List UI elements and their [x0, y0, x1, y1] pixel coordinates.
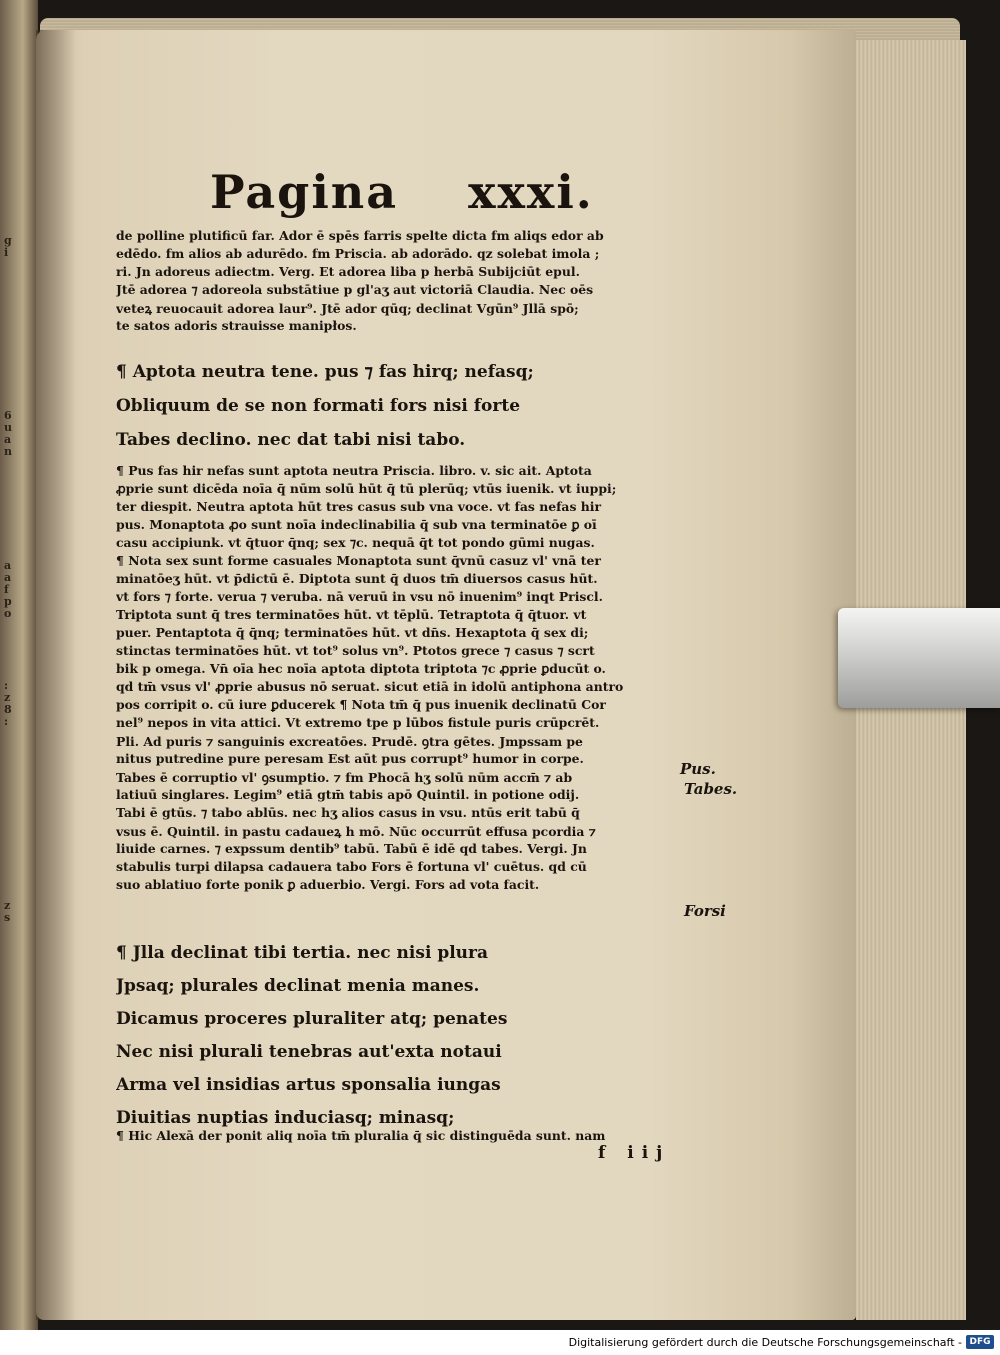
- prose-line: vt fors ⁊ forte. verua ⁊ veruba. nā veruū in vsu nō inuenim⁹ inqt Priscl.: [116, 589, 603, 604]
- prose-line: Jtē adorea ⁊ adoreola substātiue p gl'aʒ aut victoriā Claudia. Nec oēs: [116, 282, 594, 297]
- prose-line: pos corripit o. cū iure ꝑducerek ¶ Nota tm̄ q̄ pus inuenik declinatū Cor: [116, 697, 606, 712]
- prose-line: stinctas terminatōes hūt. vt tot⁹ solus vn⁹. Ptotos grece ⁊ casus ⁊ scrt: [116, 643, 595, 658]
- prose-line: ter diespit. Neutra aptota hūt tres casus sub vna voce. vt fas nefas hir: [116, 499, 601, 514]
- prose-line: veteꝝ reuocauit adorea laur⁹. Jtē ador qūq; declinat Vgūn⁹ Jllā spō;: [116, 301, 579, 316]
- verse-line: Obliquum de se non formati fors nisi forte: [116, 396, 521, 416]
- prose-line: edēdo. fm alios ab adurēdo. fm Priscia. ab adorādo. qz solebat imola ;: [116, 246, 600, 261]
- verse-line: Nec nisi plurali tenebras aut'exta notaui: [116, 1042, 502, 1062]
- prose-line: minatōeʒ hūt. vt p̄dictū ē. Diptota sunt q̄ duos tm̄ diuersos casus hūt.: [116, 571, 598, 586]
- prose-line: latiuū singlares. Legim⁹ etiā gtm̄ tabis apō Quintil. in potione odij.: [116, 787, 580, 802]
- prose-line: Tabi ē gtūs. ⁊ tabo ablūs. nec hʒ alios casus in vsu. ntūs erit tabū q̄: [116, 805, 580, 820]
- prose-line: Pli. Ad puris ⁊ sanguinis excreatōes. Prudē. ꝯtra gētes. Jmpssam pe: [116, 734, 583, 749]
- prose-line: ¶ Nota sex sunt forme casuales Monaptota sunt q̄vnū casuz vl' vnā ter: [116, 553, 601, 568]
- verse-line: Dicamus proceres pluraliter atq; penates: [116, 1009, 508, 1029]
- prose-line: puer. Pentaptota q̄ q̄nq; terminatōes hūt. vt dn̄s. Hexaptota q̄ sex di;: [116, 625, 589, 640]
- prose-line: nitus putredine pure peresam Est aūt pus corrupt⁹ humor in corpe.: [116, 751, 584, 766]
- dfg-logo-icon: DFG: [966, 1335, 994, 1349]
- margin-note-fors: Forsi: [684, 902, 726, 920]
- verse-line: ¶ Aptota neutra tene. pus ⁊ fas hirq; nefasq;: [116, 362, 534, 382]
- footer-credit: Digitalisierung gefördert durch die Deutsche Forschungsgemeinschaft -: [568, 1336, 962, 1349]
- prose-line: casu accipiunk. vt q̄tuor q̄nq; sex ⁊c. nequā q̄t tot pondo gūmi nugas.: [116, 535, 595, 550]
- prose-line: liuide carnes. ⁊ expssum dentib⁹ tabū. Tabū ē idē qd tabes. Vergi. Jn: [116, 841, 587, 856]
- verse-line: Diuitias nuptias induciasq; minasq;: [116, 1108, 455, 1128]
- prose-line: stabulis turpi dilapsa cadauera tabo Fors ē fortuna vl' cuētus. qd cū: [116, 859, 587, 874]
- left-page-edge: g i 6 u a n a a f p o : z 8 : z s: [0, 0, 38, 1330]
- prose-line: suo ablatiuo forte ponik ꝑ aduerbio. Vergi. Fors ad vota facit.: [116, 877, 540, 892]
- verse-line: Tabes declino. nec dat tabi nisi tabo.: [116, 430, 466, 450]
- footer-bar: [0, 1330, 1000, 1355]
- margin-note-tabes: Tabes.: [684, 780, 738, 798]
- verse-line: ¶ Jlla declinat tibi tertia. nec nisi plura: [116, 943, 488, 963]
- prose-line: te satos adoris strauisse manipłos.: [116, 318, 357, 333]
- prose-line: ꝓprie sunt dicēda noīa q̄ nūm solū hūt q̄ tū plerūq; vtūs iuenik. vt iuppi;: [116, 481, 617, 496]
- signature-mark: f iij: [598, 1143, 671, 1163]
- header-word: Pagina: [210, 165, 399, 219]
- binding-shadow: [36, 30, 76, 1320]
- page-marker-tab: [838, 608, 1000, 708]
- verse-line: Jpsaq; plurales declinat menia manes.: [116, 976, 480, 996]
- prose-line: nel⁹ nepos in vita attici. Vt extremo tpe p lūbos fistule puris crūpcrēt.: [116, 715, 600, 730]
- prose-line: pus. Monaptota ꝓo sunt noīa indeclinabilia q̄ sub vna terminatōe ꝑ oī: [116, 517, 597, 532]
- verse-line: Arma vel insidias artus sponsalia iungas: [116, 1075, 501, 1095]
- prose-line: Tabes ē corruptio vl' ꝯsumptio. ⁊ fm Phocā hʒ solū nūm accm̄ ⁊ ab: [116, 770, 573, 785]
- prose-line: Triptota sunt q̄ tres terminatōes hūt. vt tēplū. Tetraptota q̄ q̄tuor. vt: [116, 607, 587, 622]
- prose-line: qd tm̄ vsus vl' ꝓprie abusus nō seruat. sicut etiā in idolū antiphona antro: [116, 679, 624, 694]
- prose-line: ri. Jn adoreus adiectm. Verg. Et adorea liba p herbā Subijciūt epul.: [116, 264, 580, 279]
- prose-line: de polline plutificū far. Ador ē spēs farris spelte dicta fm aliqs edor ab: [116, 228, 604, 243]
- margin-note-pus: Pus.: [680, 760, 716, 778]
- prose-line: bik p omega. Vn̄ oīa hec noīa aptota diptota triptota ⁊c ꝓprie ꝑducūt o.: [116, 661, 606, 676]
- prose-line: vsus ē. Quintil. in pastu cadaueꝝ h mō. Nūc occurrūt effusa pcordia ⁊: [116, 824, 596, 839]
- header-folio: xxxi.: [468, 165, 594, 219]
- prose-line: ¶ Pus fas hir nefas sunt aptota neutra Priscia. libro. v. sic ait. Aptota: [116, 463, 592, 478]
- page-header: [210, 165, 594, 219]
- prose-line: ¶ Hic Alexā der ponit aliq noīa tm̄ pluralia q̄ sic distinguēda sunt. nam: [116, 1128, 606, 1143]
